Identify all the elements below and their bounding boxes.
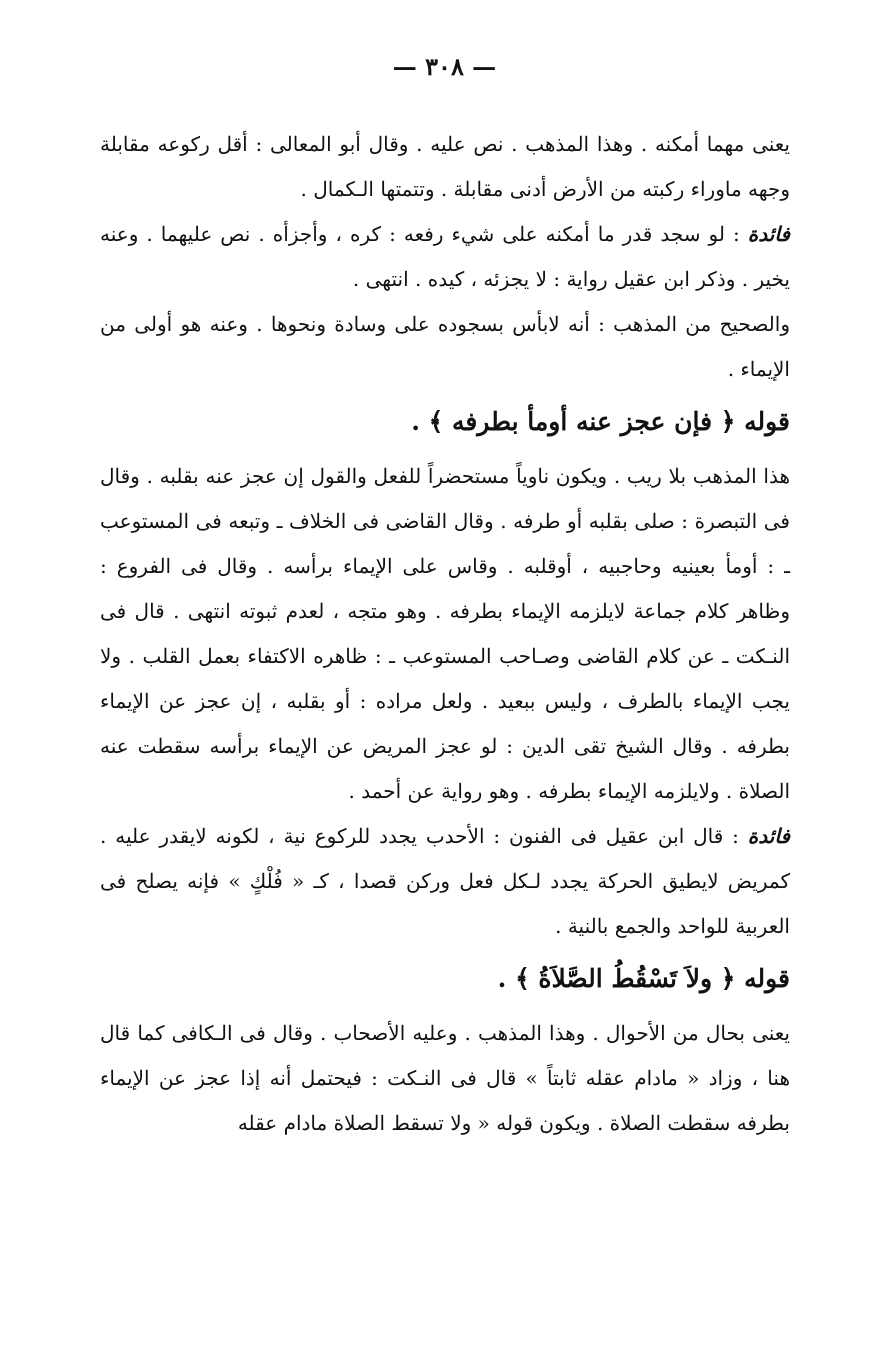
faida-label: فائدة (747, 222, 790, 246)
paragraph-5-text: : قال ابن عقيل فى الفنون : الأحدب يجدد للركوع نية ، لكونه لايقدر عليه . كمريض لايطيق الحركة يجدد لـكل فعل وركن قصدا ، كـ « فُلْكٍ » فإنه يصلح فى العربية للواحد والجمع بالنية . (100, 824, 790, 938)
section-heading-2 (100, 953, 790, 1005)
paragraph-3: والصحيح من المذهب : أنه لابأس بسجوده على وسادة ونحوها . وعنه هو أولى من الإيماء . (100, 312, 790, 381)
section-heading-1-text: ﴿ فإن عجز عنه أومأ بطرفه ﴾ . (411, 407, 745, 436)
paragraph-5 (100, 814, 790, 949)
section-heading-1 (100, 396, 790, 448)
page-number: — ٣٠٨ — (392, 52, 497, 81)
paragraph-1: يعنى مهما أمكنه . وهذا المذهب . نص عليه . وقال أبو المعالى : أقل ركوعه مقابلة وجهه ماوراء ركبته من الأرض أدنى مقابلة . وتتمتها الـكمال . (100, 132, 790, 201)
qawluhu-label: قوله (744, 964, 790, 993)
qawluhu-label: قوله (744, 407, 790, 436)
paragraph-4: هذا المذهب بلا ريب . ويكون ناوياً مستحضراً للفعل والقول إن عجز عنه بقلبه . وقال فى التبصرة : صلى بقلبه أو طرفه . وقال القاضى فى الخلاف ـ وتبعه فى المستوعب ـ : أومأ بعينيه وحاجبيه ، أوقلبه . وقاس على الإيماء برأسه . وقال فى الفروع : وظاهر كلام جماعة لايلزمه الإيماء بطرفه . وهو متجه ، لعدم ثبوته انتهى . قال فى النـكت ـ عن كلام القاضى وصـاحب المستوعب ـ : ظاهره الاكتفاء بعمل القلب . ولا يجب الإيماء بالطرف ، وليس ببعيد . ولعل مراده : أو بقلبه ، إن عجز عن الإيماء بطرفه . وقال الشيخ تقى الدين : لو عجز المريض عن الإيماء برأسه سقطت عنه الصلاة . ولايلزمه الإيماء بطرفه . وهو رواية عن أحمد . (100, 464, 790, 803)
faida-label: فائدة (747, 824, 790, 848)
section-heading-2-text: ﴿ ولاَ تَسْقُطُ الصَّلاَةُ ﴾ . (497, 964, 745, 993)
page-body (100, 122, 790, 1146)
paragraph-6: يعنى بحال من الأحوال . وهذا المذهب . وعليه الأصحاب . وقال فى الـكافى كما قال هنا ، وزاد « مادام عقله ثابتاً » قال فى النـكت : فيحتمل أنه إذا عجز عن الإيماء بطرفه سقطت الصلاة . ويكون قوله « ولا تسقط الصلاة مادام عقله (100, 1021, 790, 1135)
paragraph-2 (100, 212, 790, 302)
paragraph-2-text: : لو سجد قدر ما أمكنه على شيء رفعه : كره ، وأجزأه . نص عليهما . وعنه يخير . وذكر ابن عقيل رواية : لا يجزئه ، كيده . انتهى . (100, 222, 790, 291)
